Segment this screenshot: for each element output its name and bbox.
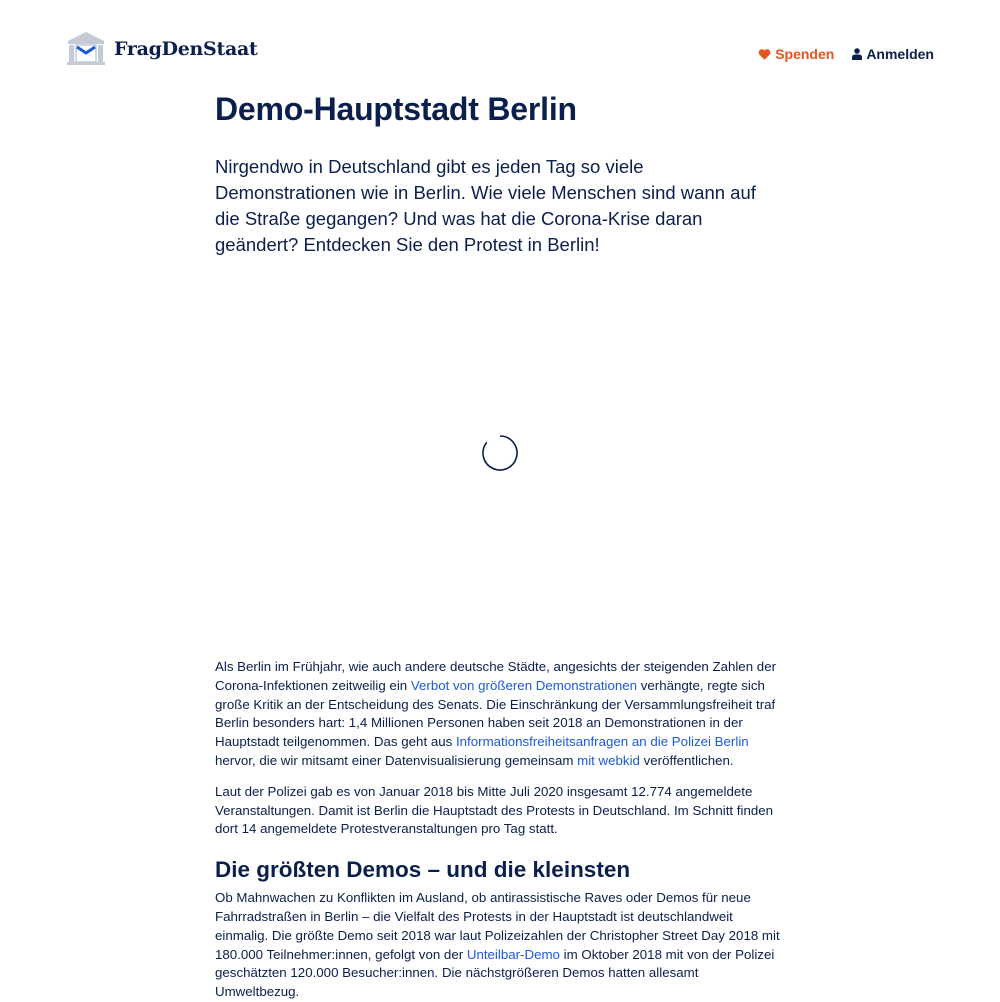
lead-paragraph: Nirgendwo in Deutschland gibt es jeden Tag so viele Demonstrationen wie in Berlin. Wie viele Menschen sind wann auf die Straße gegangen? Und was hat die Corona-Krise daran geändert? Entdecken Sie den Protest in Berlin! <box>215 156 756 255</box>
paragraph-3 <box>215 889 785 1002</box>
section-heading: Die größten Demos – und die kleinsten <box>215 857 631 883</box>
paragraph-1-text-4: veröffentlichen. <box>639 752 734 768</box>
logo-icon <box>66 31 106 66</box>
link-foi-requests[interactable]: Informationsfreiheitsanfragen an die Polizei Berlin <box>455 734 749 750</box>
donate-link[interactable] <box>758 46 834 62</box>
donate-label: Spenden <box>775 46 835 62</box>
login-link[interactable] <box>852 46 934 62</box>
logo-link[interactable] <box>66 31 257 66</box>
paragraph-3-text-2: im Oktober 2018 mit von der Polizei geschätzten 120.000 Besucher:innen. Die nächstgrößeren Demos hatten allesamt Umweltbezug. <box>215 946 775 1000</box>
paragraph-1-text-3: hervor, die wir mitsamt einer Datenvisualisierung gemeinsam <box>215 752 578 768</box>
article <box>215 88 785 1002</box>
site-header <box>0 0 1000 100</box>
top-nav <box>758 46 934 62</box>
logo-text: FragDenStaat <box>114 37 258 60</box>
paragraph-1 <box>215 658 785 771</box>
page-title: Demo-Hauptstadt Berlin <box>215 91 577 127</box>
link-unteilbar-demo[interactable]: Unteilbar-Demo <box>466 946 560 962</box>
paragraph-3-text-1: Ob Mahnwachen zu Konflikten im Ausland, ob antirassistische Raves oder Demos für neue Fahrradstraßen in Berlin – die Vielfalt des Protests in der Hauptstadt ist deutschlandweit einmalig. Die größte Demo seit 2018 war laut Polizeizahlen der Christopher Street Day 2018 mit 180.000 Teilnehmer:innen, gefolgt von der <box>215 890 780 962</box>
paragraph-1-text-2: verhängte, regte sich große Kritik an der Entscheidung des Senats. Die Einschränkung der Versammlungsfreiheit traf Berlin besonders hart: 1,4 Millionen Personen haben seit 2018 an Demonstrationen in der Hauptstadt teilgenommen. Das geht aus <box>215 677 776 750</box>
login-label: Anmelden <box>866 46 934 62</box>
user-icon <box>852 48 862 60</box>
visualization-container <box>215 268 785 648</box>
paragraph-1-text-1: Als Berlin im Frühjahr, wie auch andere deutsche Städte, angesichts der steigenden Zahlen der Corona-Infektionen zeitweilig ein <box>215 659 777 693</box>
heart-icon <box>758 48 771 60</box>
loading-spinner-icon <box>481 434 519 472</box>
paragraph-2: Laut der Polizei gab es von Januar 2018 bis Mitte Juli 2020 insgesamt 12.774 angemeldete Veranstaltungen. Damit ist Berlin die Hauptstadt des Protests in Deutschland. Im Schnitt finden dort 14 angemeldete Protestveranstaltungen pro Tag statt. <box>215 783 774 837</box>
link-webkid[interactable]: mit webkid <box>577 752 640 768</box>
link-demo-ban[interactable]: Verbot von größeren Demonstrationen <box>410 677 638 693</box>
